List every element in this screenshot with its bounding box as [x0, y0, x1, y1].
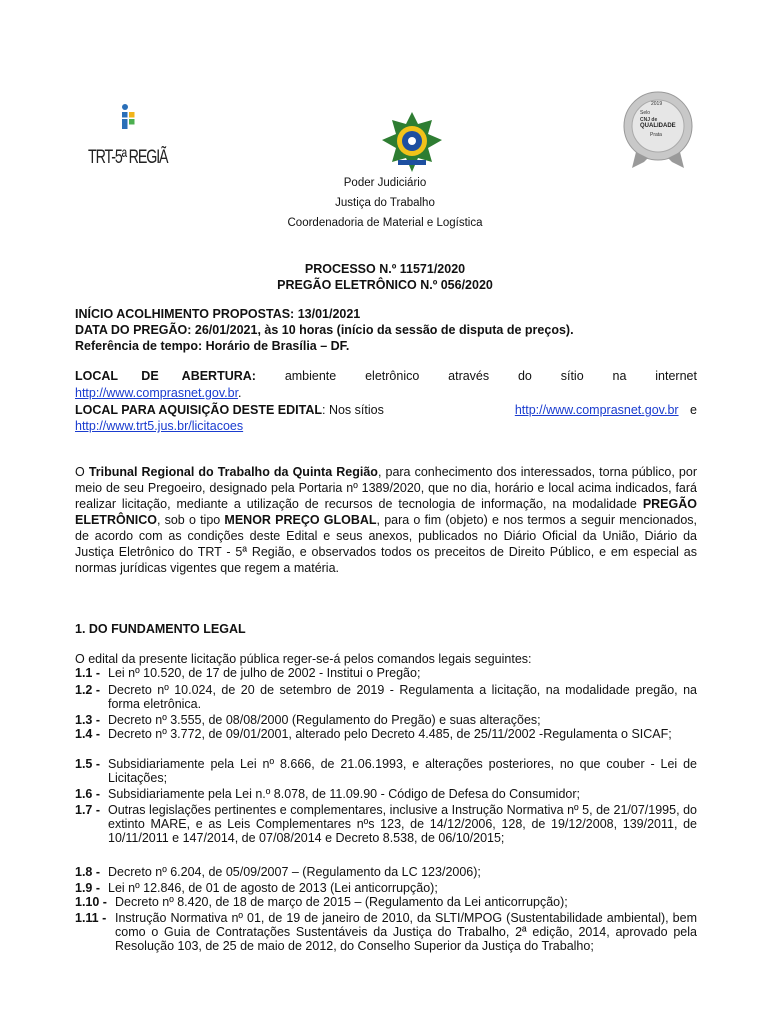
header-line-justica: Justiça do Trabalho	[335, 197, 435, 209]
local-aquisicao-line	[75, 402, 697, 418]
trt5-licitacoes-link[interactable]: http://www.trt5.jus.br/licitacoes	[75, 419, 244, 433]
seal-line-b: CNJ de	[640, 117, 658, 123]
legal-item-text: Decreto nº 8.420, de 18 de março de 2015 – (Regulamento da Lei anticorrupção);	[115, 895, 568, 909]
comprasnet-link-2[interactable]: http://www.comprasnet.gov.br	[514, 403, 679, 417]
seal-line-d: Prata	[650, 132, 662, 138]
legal-item-number: 1.3 -	[75, 713, 101, 727]
abertura-word: sítio	[560, 369, 584, 383]
legal-item	[75, 713, 697, 727]
legal-item-text: Subsidiariamente pela Lei nº 8.666, de 21.06.1993, e alterações posteriores, no que couber - Lei de Licitações;	[108, 757, 697, 785]
legal-item-number: 1.4 -	[75, 727, 101, 741]
referencia-tempo: Referência de tempo: Horário de Brasília – DF.	[75, 339, 350, 353]
header-line-coordenadoria: Coordenadoria de Material e Logística	[287, 217, 483, 229]
aquisicao-e-text: e	[686, 403, 697, 417]
legal-item-text: Decreto nº 3.555, de 08/08/2000 (Regulamento do Pregão) e suas alterações;	[108, 713, 541, 727]
legal-item-text: Lei nº 12.846, de 01 de agosto de 2013 (Lei anticorrupção);	[108, 881, 438, 895]
intro-text: O	[75, 465, 89, 479]
intro-text: , sob o tipo	[156, 513, 225, 527]
tipo: MENOR PREÇO GLOBAL	[224, 513, 377, 527]
abertura-word: internet	[655, 369, 697, 383]
tribunal-name: Tribunal Regional do Trabalho da Quinta Região	[88, 465, 378, 479]
legal-item	[75, 865, 697, 879]
comprasnet-link[interactable]: http://www.comprasnet.gov.br	[75, 386, 239, 400]
abertura-word: ambiente	[284, 369, 337, 383]
aquisicao-mid-text: : Nos sítios	[322, 403, 388, 417]
section-1-heading: 1. DO FUNDAMENTO LEGAL	[75, 622, 246, 636]
abertura-word: eletrônico	[365, 369, 420, 383]
inicio-acolhimento: INÍCIO ACOLHIMENTO PROPOSTAS: 13/01/2021	[75, 307, 361, 321]
abertura-word: na	[612, 369, 627, 383]
data-pregao: DATA DO PREGÃO: 26/01/2021, às 10 horas (início da sessão de disputa de preços).	[75, 323, 574, 337]
seal-line-c: QUALIDADE	[640, 123, 676, 129]
coat-of-arms-icon	[380, 110, 444, 174]
abertura-word: através	[448, 369, 490, 383]
legal-item	[75, 911, 697, 953]
legal-item-number: 1.5 -	[75, 757, 101, 771]
legal-item-number: 1.8 -	[75, 865, 101, 879]
legal-item	[75, 757, 697, 785]
intro-text: , para o fim (objeto) e nos termos a seguir mencionados, de acordo com as condições deste Edital e seus anexos, publicados no Diário Oficial da União, Diário da Justiça Eletrônico do TRT - 5ª Região, e observados todos os preceitos de Direito Público, e em especial as normas jurídicas vigentes que regem a matéria.	[75, 513, 697, 575]
trt5-logo-text: TRT-5ª REGIÃ	[88, 147, 168, 168]
trt5-link-line	[75, 418, 697, 434]
modalidade: PREGÃO ELETRÔNICO	[75, 497, 697, 527]
legal-item-number: 1.6 -	[75, 787, 101, 801]
legal-item-number: 1.7 -	[75, 803, 101, 817]
seal-line-a: Selo	[640, 110, 651, 116]
header-line-judiciario: Poder Judiciário	[343, 177, 427, 189]
abertura-word: do	[517, 369, 532, 383]
legal-item-number: 1.1 -	[75, 666, 101, 680]
intro-text: , para conhecimento dos interessados, torna público, por meio de seu Pregoeiro, designado pela Portaria nº 1389/2020, que no dia, horário e local acima indicados, fará realizar licitação, mediante a utilização de recursos de tecnologia de informação, na modalidade	[75, 465, 697, 511]
legal-item-text: Instrução Normativa nº 01, de 19 de janeiro de 2010, da SLTI/MPOG (Sustentabilidade ambiental), bem como o Guia de Contratações Sustentáveis da Justiça do Trabalho, 2ª edição, 2014, aprovado pela Resolução 103, de 25 de maio de 2012, do Conselho Superior da Justiça do Trabalho;	[115, 911, 697, 953]
local-abertura-label: LOCAL DE ABERTURA:	[75, 369, 256, 383]
legal-item-text: Subsidiariamente pela Lei n.º 8.078, de 11.09.90 - Código de Defesa do Consumidor;	[108, 787, 580, 801]
trt5-logo-icon	[110, 98, 160, 148]
legal-item	[75, 666, 697, 680]
legal-item-number: 1.2 -	[75, 683, 101, 697]
legal-item-text: Lei nº 10.520, de 17 de julho de 2002 - Institui o Pregão;	[108, 666, 421, 680]
local-aquisicao-label: LOCAL PARA AQUISIÇÃO DESTE EDITAL	[75, 403, 322, 417]
legal-item-text: Decreto nº 3.772, de 09/01/2001, alterado pelo Decreto 4.485, de 25/11/2002 -Regulamenta o SICAF;	[108, 727, 672, 741]
legal-item	[75, 787, 697, 801]
processo-title: PROCESSO N.º 11571/2020	[304, 262, 466, 276]
legal-item-number: 1.11 -	[75, 911, 107, 925]
intro-paragraph	[75, 464, 697, 576]
local-abertura-link-line: http://www.comprasnet.gov.br.	[75, 386, 242, 400]
legal-item-number: 1.10 -	[75, 895, 107, 909]
legal-item	[75, 683, 697, 711]
legal-item-number: 1.9 -	[75, 881, 101, 895]
legal-item	[75, 881, 697, 895]
legal-item	[75, 895, 697, 909]
seal-year: 2019	[651, 101, 663, 107]
legal-item	[75, 727, 697, 741]
section-1-lead: O edital da presente licitação pública reger-se-á pelos comandos legais seguintes:	[75, 652, 532, 666]
legal-item-text: Decreto nº 10.024, de 20 de setembro de 2019 - Regulamenta a licitação, na modalidade pregão, na forma eletrônica.	[108, 683, 697, 711]
pregao-title: PREGÃO ELETRÔNICO N.º 056/2020	[277, 278, 493, 292]
legal-item-text: Decreto nº 6.204, de 05/09/2007 – (Regulamento da LC 123/2006);	[108, 865, 481, 879]
legal-item	[75, 803, 697, 845]
local-abertura-line	[75, 368, 697, 384]
legal-item-text: Outras legislações pertinentes e complementares, inclusive a Instrução Normativa nº 5, de 21/07/1995, do extinto MARE, e as Leis Complementares nºs 123, de 14/12/2006, 128, de 19/12/2008, 139/2011, de 10/11/2011 e 147/2014, de 07/08/2014 e Decreto 8.538, de 06/10/2015;	[108, 803, 697, 845]
